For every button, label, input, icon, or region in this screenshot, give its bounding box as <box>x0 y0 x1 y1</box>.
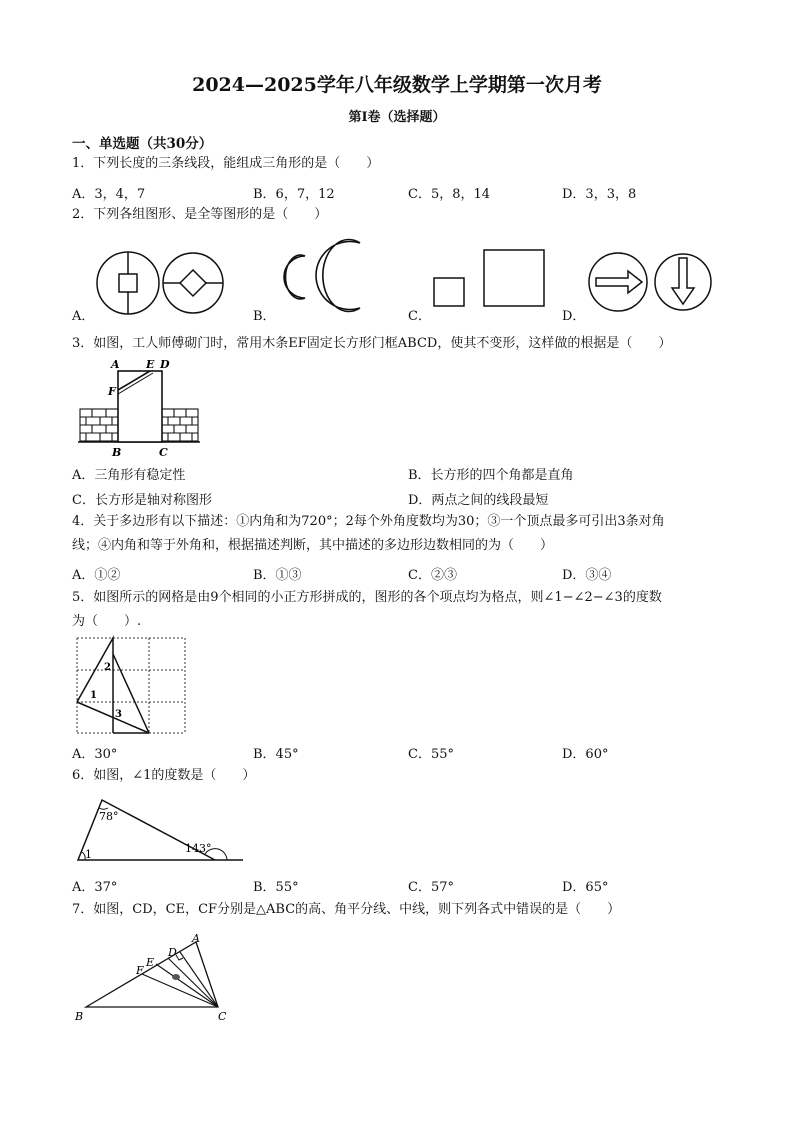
q4-option-d: D．③④ <box>562 568 612 583</box>
page-title: 2024—2025学年八年级数学上学期第一次月考 <box>192 74 602 96</box>
q4-option-c: C．②③ <box>408 568 457 583</box>
q3-option-b: B．长方形的四个角都是直角 <box>408 468 574 483</box>
q1-option-a: A．3，4，7 <box>72 187 146 202</box>
q2-option-d: D． <box>562 309 586 324</box>
q2-figure-a <box>95 250 225 315</box>
q5-option-c: C．55° <box>408 747 454 762</box>
q5-option-d: D．60° <box>562 747 609 762</box>
q3-label-b: B <box>112 446 122 459</box>
q4-option-a: A．①② <box>72 568 121 583</box>
q6-angle-1-label: 1 <box>85 848 92 861</box>
question-1-stem: 1．下列长度的三条线段，能组成三角形的是（ ） <box>72 156 380 171</box>
q7-label-a: A <box>192 932 200 945</box>
q7-label-c: C <box>218 1010 227 1023</box>
q5-angle-2-label: 2 <box>104 662 111 673</box>
q5-option-b: B．45° <box>253 747 299 762</box>
q3-label-c: C <box>159 446 168 459</box>
q7-label-f: F <box>136 964 144 977</box>
section-heading: 一、单选题（共30分） <box>72 136 213 152</box>
q5-angle-1-label: 1 <box>90 690 97 701</box>
q2-figure-b <box>280 240 370 310</box>
q2-option-c: C． <box>408 309 431 324</box>
question-7-stem: 7．如图，CD，CE，CF分别是△ABC的高、角平分线、中线，则下列各式中错误的是（ ） <box>72 902 621 917</box>
q3-option-d: D．两点之间的线段最短 <box>408 493 549 508</box>
q1-option-b: B．6，7，12 <box>253 187 335 202</box>
question-3-stem: 3．如图，工人师傅砌门时，常用木条EF固定长方形门框ABCD，使其不变形，这样做的根据是（ ） <box>72 336 672 351</box>
q5-grid-figure <box>77 638 187 736</box>
q6-angle-143-label: 143° <box>185 842 212 855</box>
q6-option-d: D．65° <box>562 880 609 895</box>
q1-option-c: C．5，8，14 <box>408 187 491 202</box>
q7-label-d: D <box>168 946 177 959</box>
page-subtitle: 第I卷（选择题） <box>348 110 446 125</box>
q2-figure-d <box>588 252 718 314</box>
q3-label-e: E <box>146 358 155 371</box>
q7-label-e: E <box>146 956 155 969</box>
q4-option-b: B．①③ <box>253 568 302 583</box>
question-4-stem-line1: 4．关于多边形有以下描述：①内角和为720°；2每个外角度数均为30；③一个顶点最多可引出3条对角 <box>72 514 665 529</box>
q3-label-d: D <box>160 358 170 371</box>
q6-option-b: B．55° <box>253 880 299 895</box>
q3-option-c: C．长方形是轴对称图形 <box>72 493 212 508</box>
q6-angle-78-label: 78° <box>99 810 119 823</box>
q7-label-b: B <box>75 1010 84 1023</box>
question-4-stem-line2: 线；④内角和等于外角和，根据描述判断，其中描述的多边形边数相同的为（ ） <box>72 538 554 553</box>
q3-option-a: A．三角形有稳定性 <box>72 468 186 483</box>
question-5-stem-line2: 为（ ）. <box>72 614 142 629</box>
q3-door-figure <box>78 357 203 462</box>
q1-option-d: D．3，3，8 <box>562 187 637 202</box>
q6-triangle-figure <box>75 796 245 864</box>
q2-option-b: B． <box>253 309 276 324</box>
q7-triangle-figure <box>72 932 242 1022</box>
q6-option-c: C．57° <box>408 880 454 895</box>
q5-angle-3-label: 3 <box>115 709 122 720</box>
q2-figure-c <box>432 248 552 310</box>
q3-label-a: A <box>111 358 120 371</box>
q6-option-a: A．37° <box>72 880 118 895</box>
q2-option-a: A． <box>72 309 95 324</box>
q3-label-f: F <box>108 385 116 398</box>
question-6-stem: 6．如图，∠1的度数是（ ） <box>72 768 256 783</box>
question-2-stem: 2．下列各组图形、是全等图形的是（ ） <box>72 207 328 222</box>
question-5-stem-line1: 5．如图所示的网格是由9个相同的小正方形拼成的，图形的各个项点均为格点，则∠1−∠2−∠3的度数 <box>72 590 662 605</box>
q5-option-a: A．30° <box>72 747 118 762</box>
